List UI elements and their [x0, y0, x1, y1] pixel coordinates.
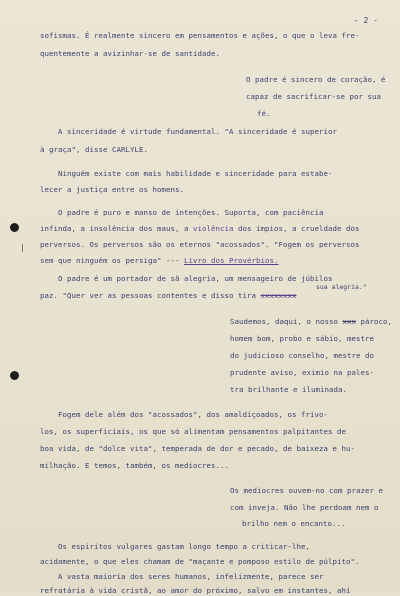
text-line-20: refratária à vida cristã, ao amor do próximo, salvo em instantes, ahi: [40, 586, 351, 595]
text-line-19: A vasta maioria dos seres humanos, infelizmente, parece ser: [58, 572, 324, 581]
text-line-5: Ninguém existe com mais habilidade e sinceridade para estabe-: [58, 169, 333, 178]
text-line-3: A sinceridade é virtude fundamental. "A sinceridade é superior: [58, 127, 337, 136]
verse-line-5: tra brilhante e iluminada.: [230, 385, 347, 394]
text-line-12: paz. "Quer ver as pessoas contentes e disso tira xxxxxxxx: [40, 291, 297, 300]
verse-line-3: do judicioso conselho, mestre do: [230, 351, 374, 360]
verse-line-2: homem bom, probo e sábio, mestre: [230, 334, 374, 343]
verse-line-6: Os mediocres ouvem-no com prazer e: [230, 486, 383, 495]
quote-line-3: fé.: [257, 109, 271, 118]
text-line-13: Fogem dele além dos "acossados", dos amaldiçoados, os frivo-: [58, 410, 328, 419]
emphasis-violencia: violência: [192, 224, 234, 233]
verse-line-1: Saudemos, daqui, o nosso xxx pároco,: [230, 317, 392, 326]
text-line-6: lecer a justiça entre os homens.: [40, 185, 184, 194]
text-line-14: los, os superficiais, os que só alimentam pensamentos palpitantes de: [40, 427, 346, 436]
text-line-11: O padre é um portador de sã alegria, um mensageiro de júbilos: [58, 274, 333, 283]
verse-line-8: brilho nem o encanto...: [242, 519, 346, 528]
struck-word: xxxxxxxx: [260, 291, 297, 300]
text-line-1: sofismas. É realmente sincero em pensamentos e ações, o que o leva fre-: [40, 31, 360, 40]
punch-hole-upper: [10, 223, 19, 232]
text-line-18: acidamente, o que eles chamam de "maçante e pomposo estilo de púlpito".: [40, 557, 360, 566]
text-line-8: infinda, a insolência dos maus, a violência dos ímpios, a crueldade dos: [40, 224, 360, 233]
text-line-9: perversos. Os perversos são os eternos "acossados". "Fogem os perversos: [40, 240, 360, 249]
book-title: Livro dos Provérbios.: [184, 256, 279, 265]
verse-line-4: prudente aviso, eximio na pales-: [230, 368, 374, 377]
punch-hole-lower: [10, 371, 19, 380]
quote-line-1: O padre é sincero de coração, é: [246, 75, 386, 84]
text-line-7: O padre é puro e manso de intenções. Suporta, com paciência: [58, 208, 324, 217]
verse-line-7: com inveja. Não lhe perdoam nem o: [230, 503, 379, 512]
text-line-2: quentemente a avizinhar-se de santidade.: [40, 49, 220, 58]
margin-tick: [22, 244, 23, 252]
text-line-17: Os espíritos vulgares gastam longo tempo a criticar-lhe,: [58, 542, 310, 551]
inserted-line: sua alegria.": [316, 283, 367, 291]
quote-line-2: capaz de sacrificar-se por sua: [246, 92, 381, 101]
text-line-16: milhação. E temos, também, os mediocres...: [40, 461, 229, 470]
page-number: - 2 -: [353, 16, 378, 25]
text-line-15: boa vida, de "dolce vita", temperada de dor e pecado, de baixeza e hu-: [40, 444, 355, 453]
text-line-4: à graça", disse CARLYLE.: [40, 145, 148, 154]
text-line-10: sem que ninguém os persiga" --- Livro dos Provérbios.: [40, 256, 279, 265]
struck-word-2: xxx: [342, 317, 356, 326]
